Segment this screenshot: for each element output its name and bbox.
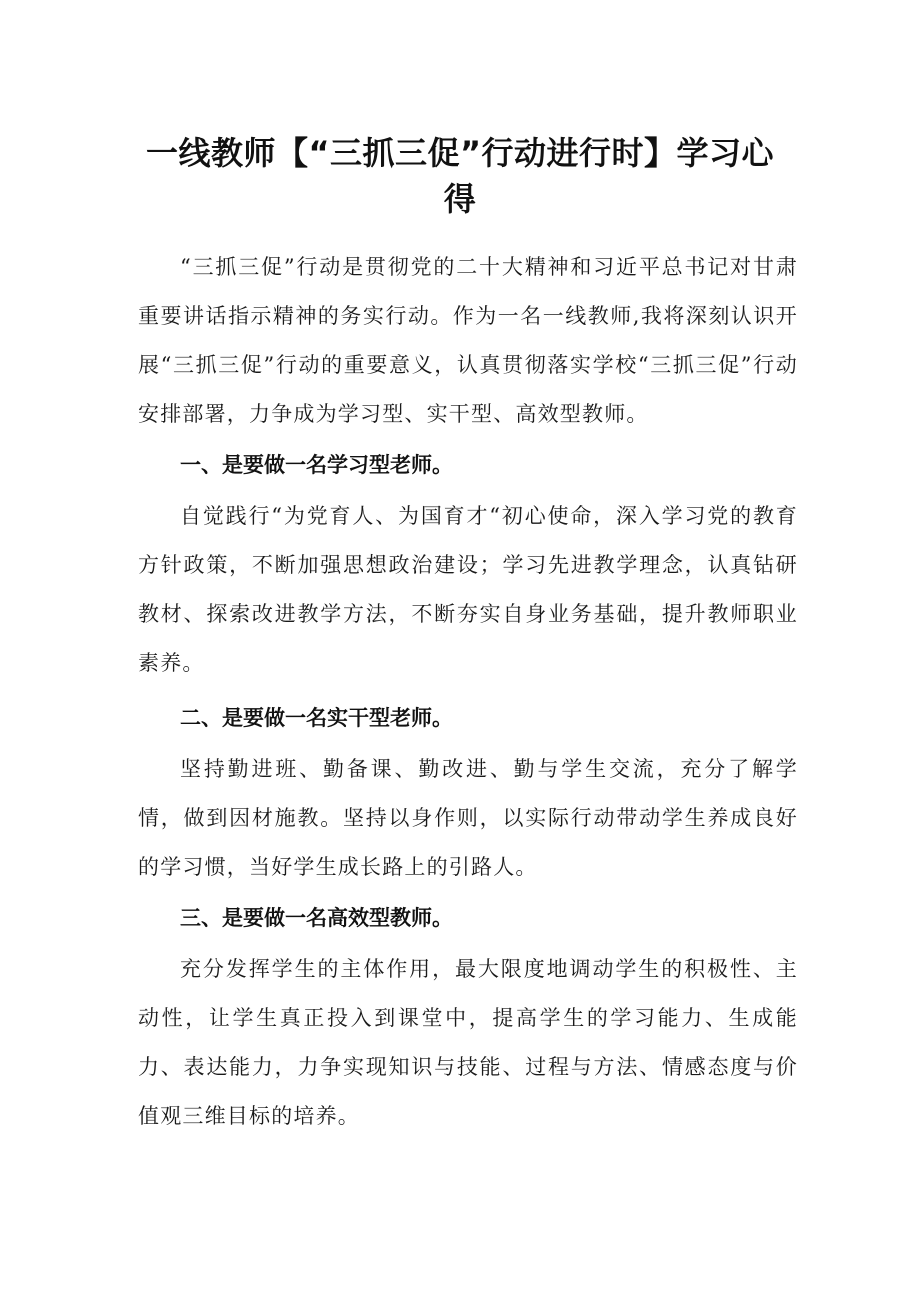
section-heading-3: 三、是要做一名高效型教师。 [180, 906, 453, 930]
section-body-1: 自觉践行“为党育人、为国育才“初心使命，深入学习党的教育方针政策，不断加强思想政治建设；学习先进教学理念，认真钻研教材、探索改进教学方法，不断夯实自身业务基础，提升教师职业素养。 [138, 504, 798, 675]
intro-paragraph: “三抓三促”行动是贯彻党的二十大精神和习近平总书记对甘肃重要讲话指示精神的务实行动。作为一名一线教师,我将深刻认识开展“三抓三促”行动的重要意义，认真贯彻落实学校“三抓三促”行动安排部署，力争成为学习型、实干型、高效型教师。 [138, 255, 798, 426]
section-body-2: 坚持勤进班、勤备课、勤改进、勤与学生交流，充分了解学情，做到因材施教。坚持以身作则，以实际行动带动学生养成良好的学习惯，当好学生成长路上的引路人。 [138, 757, 798, 879]
section-heading-1: 一、是要做一名学习型老师。 [180, 453, 453, 477]
document-title: 一线教师【“三抓三促”行动进行时】学习心得 [145, 134, 775, 218]
section-heading-2: 二、是要做一名实干型老师。 [180, 706, 453, 730]
document-body [138, 243, 798, 1141]
section-body-3: 充分发挥学生的主体作用，最大限度地调动学生的积极性、主动性，让学生真正投入到课堂中，提高学生的学习能力、生成能力、表达能力，力争实现知识与技能、过程与方法、情感态度与价值观三维目标的培养。 [138, 957, 798, 1128]
